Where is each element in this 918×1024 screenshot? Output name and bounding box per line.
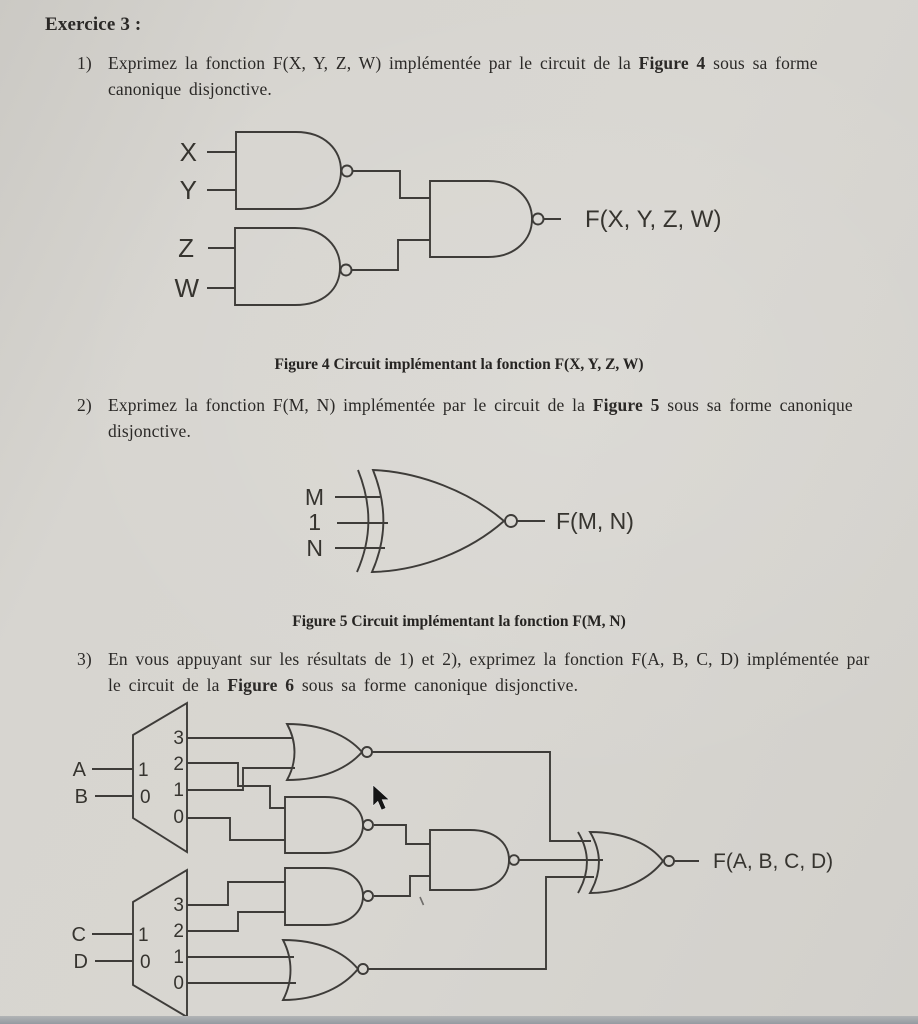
inversion-bubble	[363, 820, 373, 830]
xnor-gate	[357, 470, 517, 572]
question-text: disjonctive.	[108, 421, 191, 441]
wire-nand2-to-nand4	[374, 825, 430, 844]
wire-d1out2-to-nand	[187, 763, 285, 808]
figure-5-caption: Figure 5 Circuit implémentant la fonction F(M, N)	[292, 613, 626, 630]
scan-bottom-shadow	[0, 1016, 918, 1024]
fig6-output-label: F(A, B, C, D)	[713, 850, 834, 873]
fig5-input-label-1: 1	[308, 509, 321, 535]
nand-gate-xy	[236, 132, 353, 209]
xnor-gate-body	[372, 470, 504, 572]
fig6-input-label-c: C	[71, 924, 86, 946]
nand-gate-body	[430, 830, 509, 890]
nand-gate-body	[430, 181, 532, 257]
inversion-bubble	[363, 891, 373, 901]
figure-reference: Figure 4	[638, 53, 706, 73]
fig5-input-label-m: M	[304, 484, 324, 510]
decoder2-out-2: 2	[173, 921, 184, 942]
figure-4-caption: Figure 4 Circuit implémentant la fonction F(X, Y, Z, W)	[274, 356, 644, 373]
question-text: sous sa forme canonique disjonctive.	[294, 675, 579, 695]
fig4-input-label-y: Y	[179, 175, 197, 205]
decoder-block-cd	[133, 870, 187, 1017]
question-text: Exprimez la fonction F(M, N) implémentée par le circuit de la	[108, 395, 593, 415]
nand-gate-upper	[285, 797, 373, 853]
question-text: le circuit de la	[108, 675, 228, 695]
nand-gate-body	[285, 868, 363, 925]
nand-gate-body	[285, 797, 363, 853]
question-3-number: 3)	[77, 649, 92, 669]
fig5-input-label-n: N	[306, 535, 323, 561]
decoder1-out-2: 2	[173, 754, 184, 775]
decoder2-out-3: 3	[173, 895, 184, 916]
page-title: Exercice 3 :	[45, 14, 142, 35]
inversion-bubble	[509, 855, 519, 865]
fig6-input-label-a: A	[72, 759, 86, 781]
xnor-gate-final	[578, 832, 674, 893]
nand-gate-body	[235, 228, 340, 305]
inversion-bubble	[342, 166, 353, 177]
wire-nor1-to-xnor	[372, 752, 591, 841]
decoder1-out-1: 1	[173, 780, 184, 801]
question-text: canonique disjonctive.	[108, 79, 272, 99]
decoder1-out-3: 3	[173, 728, 184, 749]
decoder2-select-1: 1	[138, 925, 149, 946]
fig4-input-label-z: Z	[178, 233, 194, 263]
wire-nand2-to-nand3	[352, 240, 430, 270]
decoder2-select-0: 0	[140, 952, 151, 973]
nor-gate-top	[287, 724, 372, 780]
decoder2-out-0: 0	[173, 973, 184, 994]
figure-6-circuit	[72, 703, 834, 1017]
question-text: Exprimez la fonction F(X, Y, Z, W) implémentée par le circuit de la	[108, 53, 639, 73]
wire-d1out0-to-nand	[187, 818, 285, 840]
xnor-gate-body	[590, 832, 663, 893]
question-text: sous sa forme canonique	[659, 395, 853, 415]
inversion-bubble	[358, 964, 368, 974]
figure-reference: Figure 5	[592, 395, 660, 415]
inversion-bubble	[341, 265, 352, 276]
fig6-input-label-b: B	[74, 786, 88, 808]
nor-gate-body	[287, 724, 362, 780]
xnor-outer-curve	[357, 470, 368, 572]
decoder1-out-0: 0	[173, 807, 184, 828]
wire-nor5-to-xnor	[368, 877, 594, 969]
figure-5-circuit	[305, 470, 634, 572]
nand-gate-lower	[285, 868, 373, 925]
inversion-bubble	[664, 856, 674, 866]
wire-nand3-to-nand4	[374, 876, 430, 896]
wire-nand1-to-nand3	[353, 171, 430, 198]
nand-gate-middle	[430, 830, 519, 890]
decoder2-out-1: 1	[173, 947, 184, 968]
scan-speckle	[420, 897, 424, 905]
nand-gate-final	[430, 181, 544, 257]
question-text: En vous appuyant sur les résultats de 1) et 2), exprimez la fonction F(A, B, C, D) implémentée par	[108, 649, 870, 669]
figure-reference: Figure 6	[227, 675, 295, 695]
decoder-block-ab	[133, 703, 187, 852]
fig4-input-label-x: X	[179, 137, 197, 167]
nor-gate-bottom	[283, 940, 368, 1000]
fig6-input-label-d: D	[73, 951, 88, 973]
wire-d2out2-to-nand	[187, 912, 285, 931]
inversion-bubble	[533, 214, 544, 225]
nor-gate-body	[283, 940, 358, 1000]
question-1-number: 1)	[77, 53, 92, 73]
decoder1-select-1: 1	[138, 760, 149, 781]
inversion-bubble	[362, 747, 372, 757]
fig4-input-label-w: W	[174, 273, 199, 303]
nand-gate-zw	[235, 228, 352, 305]
nand-gate-body	[236, 132, 341, 209]
question-2-number: 2)	[77, 395, 92, 415]
wire-d2out3-to-nand	[187, 882, 285, 905]
figure-4-circuit	[174, 132, 721, 305]
fig4-wires	[207, 152, 561, 288]
question-text: sous sa forme	[705, 53, 818, 73]
cursor-icon	[373, 785, 389, 810]
decoder1-select-0: 0	[140, 787, 151, 808]
inversion-bubble	[505, 515, 517, 527]
fig5-output-label: F(M, N)	[556, 508, 634, 534]
fig4-output-label: F(X, Y, Z, W)	[585, 206, 722, 233]
